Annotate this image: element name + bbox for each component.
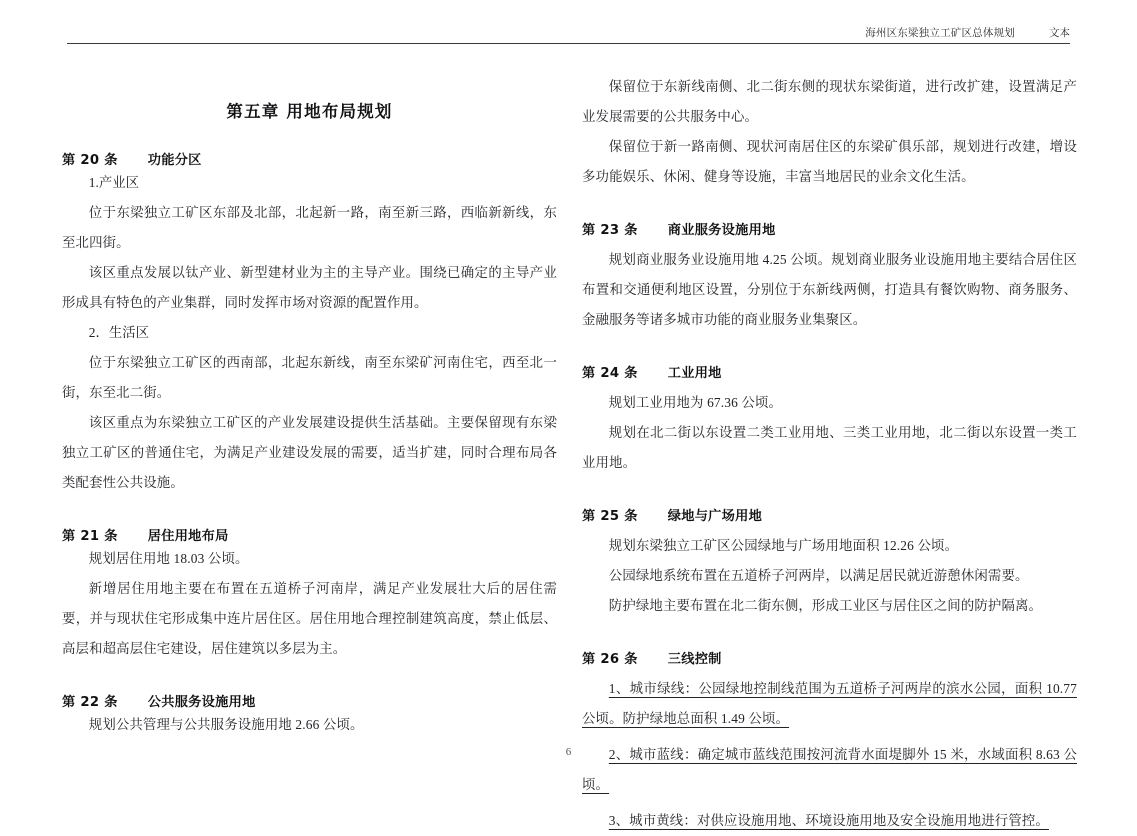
page-number: 6 bbox=[565, 746, 572, 758]
paragraph-blue-line: 2、城市蓝线：确定城市蓝线范围按河流背水面堤脚外 15 米，水域面积 8.63 公顷。 bbox=[582, 747, 1077, 792]
article-title-24: 工业用地 bbox=[667, 366, 722, 381]
paragraph-residential-area: 规划居住用地 18.03 公顷。 bbox=[88, 551, 249, 566]
chapter-title: 第五章 用地布局规划 bbox=[226, 102, 393, 121]
article-title-20: 功能分区 bbox=[147, 153, 202, 168]
subsection-label-living: 2．生活区 bbox=[88, 325, 150, 340]
paragraph-public-service-area: 规划公共管理与公共服务设施用地 2.66 公顷。 bbox=[88, 717, 364, 732]
column-left bbox=[62, 72, 557, 740]
header-document-kind: 文本 bbox=[1049, 28, 1070, 39]
article-number-24: 第 24 条 bbox=[582, 366, 638, 381]
paragraph-living-focus: 该区重点为东梁独立工矿区的产业发展建设提供生活基础。主要保留现有东梁独立工矿区的普通住宅，为满足产业建设发展的需要，适当扩建，同时合理布局各类配套性公共设施。 bbox=[62, 415, 557, 490]
article-title-22: 公共服务设施用地 bbox=[147, 695, 256, 710]
article-title-21: 居住用地布局 bbox=[147, 529, 229, 544]
article-heading-26 bbox=[582, 648, 1077, 667]
paragraph-protective-green: 防护绿地主要布置在北二街东侧，形成工业区与居住区之间的防护隔离。 bbox=[608, 598, 1043, 613]
article-heading-21 bbox=[62, 525, 557, 544]
article-heading-23 bbox=[582, 219, 1077, 238]
subsection-label-industry: 1.产业区 bbox=[88, 175, 140, 190]
article-number-21: 第 21 条 bbox=[62, 529, 118, 544]
paragraph-street-retain: 保留位于东新线南侧、北二街东侧的现状东梁街道，进行改扩建，设置满足产业发展需要的公共服务中心。 bbox=[582, 79, 1077, 124]
article-number-22: 第 22 条 bbox=[62, 695, 118, 710]
header-document-title: 海州区东梁独立工矿区总体规划 bbox=[865, 28, 1015, 39]
paragraph-yellow-line: 3、城市黄线：对供应设施用地、环境设施用地及安全设施用地进行管控。 bbox=[608, 813, 1049, 828]
article-heading-24 bbox=[582, 362, 1077, 381]
paragraph-residential-layout: 新增居住用地主要在布置在五道桥子河南岸，满足产业发展壮大后的居住需要，并与现状住宅形成集中连片居住区。居住用地合理控制建筑高度，禁止低层、高层和超高层住宅建设，居住建筑以多层为主。 bbox=[62, 581, 557, 656]
column-right bbox=[582, 72, 1077, 836]
article-heading-22 bbox=[62, 691, 557, 710]
article-heading-20 bbox=[62, 149, 557, 168]
article-title-23: 商业服务设施用地 bbox=[667, 223, 776, 238]
paragraph-living-location: 位于东梁独立工矿区的西南部，北起东新线，南至东梁矿河南住宅，西至北一街，东至北二街。 bbox=[62, 355, 557, 400]
paragraph-industry-focus: 该区重点发展以钛产业、新型建材业为主的主导产业。围绕已确定的主导产业形成具有特色的产业集群，同时发挥市场对资源的配置作用。 bbox=[62, 265, 557, 310]
article-number-20: 第 20 条 bbox=[62, 153, 118, 168]
article-heading-25 bbox=[582, 505, 1077, 524]
article-title-25: 绿地与广场用地 bbox=[667, 509, 763, 524]
article-title-26: 三线控制 bbox=[667, 652, 722, 667]
paragraph-club-retain: 保留位于新一路南侧、现状河南居住区的东梁矿俱乐部，规划进行改建，增设多功能娱乐、休闲、健身等设施，丰富当地居民的业余文化生活。 bbox=[582, 139, 1077, 184]
paragraph-industrial-layout: 规划在北二街以东设置二类工业用地、三类工业用地，北二街以东设置一类工业用地。 bbox=[582, 425, 1077, 470]
paragraph-park-green-system: 公园绿地系统布置在五道桥子河两岸，以满足居民就近游憩休闲需要。 bbox=[608, 568, 1029, 583]
paragraph-green-area: 规划东梁独立工矿区公园绿地与广场用地面积 12.26 公顷。 bbox=[608, 538, 959, 553]
paragraph-industry-location: 位于东梁独立工矿区东部及北部，北起新一路，南至新三路，西临新新线，东至北四街。 bbox=[62, 205, 557, 250]
paragraph-green-line: 1、城市绿线：公园绿地控制线范围为五道桥子河两岸的滨水公园，面积 10.77 公顷。防护绿地总面积 1.49 公顷。 bbox=[582, 681, 1077, 726]
article-number-26: 第 26 条 bbox=[582, 652, 638, 667]
paragraph-industrial-area: 规划工业用地为 67.36 公顷。 bbox=[608, 395, 783, 410]
paragraph-commercial-land: 规划商业服务业设施用地 4.25 公顷。规划商业服务业设施用地主要结合居住区布置和交通便利地区设置，分别位于东新线两侧，打造具有餐饮购物、商务服务、金融服务等诸多城市功能的商业服务业集聚区。 bbox=[582, 252, 1077, 327]
article-number-23: 第 23 条 bbox=[582, 223, 638, 238]
article-number-25: 第 25 条 bbox=[582, 509, 638, 524]
